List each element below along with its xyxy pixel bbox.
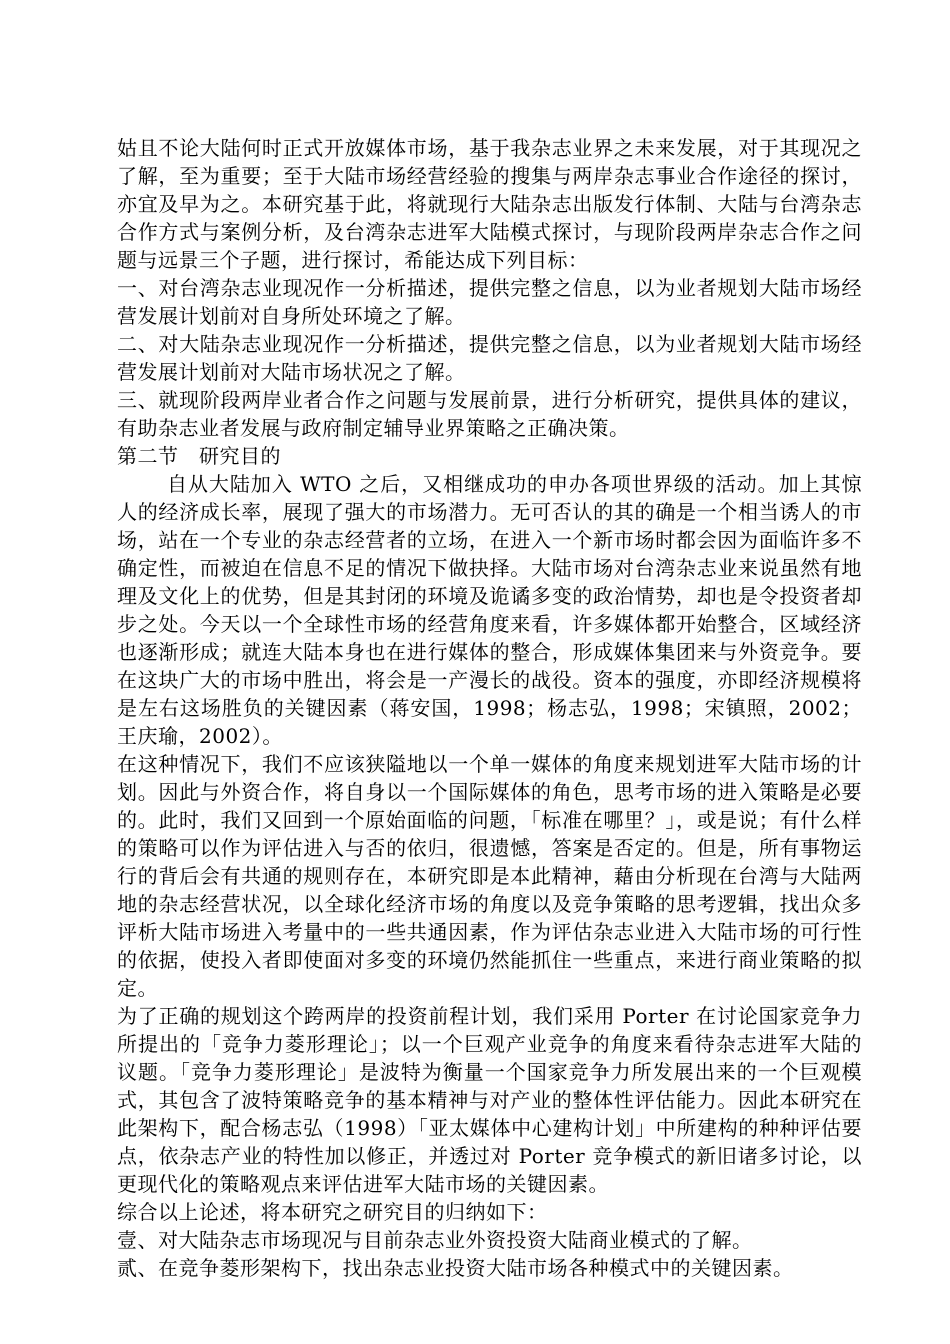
body-paragraph: 自从大陆加入 WTO 之后，又相继成功的申办各项世界级的活动。加上其惊人的经济成长率，展现了强大的市场潜力。无可否认的其的确是一个相当诱人的市场，站在一个专业的杂志经营者的立场，在进入一个新市场时都会因为面临许多不确定性，而被迫在信息不足的情况下做抉择。大陆市场对台湾杂志业来说虽然有地理及文化上的优势，但是其封闭的环境及诡谲多变的政治情势，却也是令投资者却步之处。今天以一个全球性市场的经营角度来看，许多媒体都开始整合，区域经济也逐渐形成；就连大陆本身也在进行媒体的整合，形成媒体集团来与外资竞争。要在这块广大的市场中胜出，将会是一产漫长的战役。资本的强度，亦即经济规模将是左右这场胜负的关键因素（蒋安国，1998；杨志弘，1998；宋镇照，2002；王庆瑜，2002）。 (117, 472, 862, 748)
purpose-item-2: 贰、在竞争菱形架构下，找出杂志业投资大陆市场各种模式中的关键因素。 (117, 1256, 794, 1280)
section-heading: 第二节 研究目的 (117, 444, 281, 468)
body-paragraph: 在这种情况下，我们不应该狭隘地以一个单一媒体的角度来规划进军大陆市场的计划。因此与外资合作，将自身以一个国际媒体的角色，思考市场的进入策略是必要的。此时，我们又回到一个原始面临的问题，「标准在哪里？」，或是说；有什么样的策略可以作为评估进入与否的依归，很遗憾，答案是否定的。但是，所有事物运行的背后会有共通的规则存在，本研究即是本此精神，藉由分析现在台湾与大陆两地的杂志经营状况，以全球化经济市场的角度以及竞争策略的思考逻辑，找出众多评析大陆市场进入考量中的一些共通因素，作为评估杂志业进入大陆市场的可行性的依据，使投入者即使面对多变的环境仍然能抓住一些重点，来进行商业策略的拟定。 (117, 752, 862, 1000)
document-page (117, 134, 862, 1282)
purpose-item-1: 壹、对大陆杂志市场现况与目前杂志业外资投资大陆商业模式的了解。 (117, 1228, 753, 1252)
intro-paragraph: 姑且不论大陆何时正式开放媒体市场，基于我杂志业界之未来发展，对于其现况之了解，至为重要；至于大陆市场经营经验的搜集与两岸杂志事业合作途径的探讨，亦宜及早为之。本研究基于此，将就现行大陆杂志出版发行体制、大陆与台湾杂志合作方式与案例分析，及台湾杂志进军大陆模式探讨，与现阶段两岸杂志合作之问题与远景三个子题，进行探讨，希能达成下列目标： (117, 136, 862, 272)
goal-item-1: 一、对台湾杂志业现况作一分析描述，提供完整之信息，以为业者规划大陆市场经营发展计划前对自身所处环境之了解。 (117, 276, 862, 328)
body-paragraph: 为了正确的规划这个跨两岸的投资前程计划，我们采用 Porter 在讨论国家竞争力所提出的「竞争力菱形理论」；以一个巨观产业竞争的角度来看待杂志进军大陆的议题。「竞争力菱形理论」是波特为衡量一个国家竞争力所发展出来的一个巨观模式，其包含了波特策略竞争的基本精神与对产业的整体性评估能力。因此本研究在此架构下，配合杨志弘（1998）「亚太媒体中心建构计划」中所建构的种种评估要点，依杂志产业的特性加以修正，并透过对 Porter 竞争模式的新旧诸多讨论，以更现代化的策略观点来评估进军大陆市场的关键因素。 (117, 1004, 862, 1196)
goal-item-2: 二、对大陆杂志业现况作一分析描述，提供完整之信息，以为业者规划大陆市场经营发展计划前对大陆市场状况之了解。 (117, 332, 862, 384)
goal-item-3: 三、就现阶段两岸业者合作之问题与发展前景，进行分析研究，提供具体的建议，有助杂志业者发展与政府制定辅导业界策略之正确决策。 (117, 388, 862, 440)
summary-paragraph: 综合以上论述，将本研究之研究目的归纳如下： (117, 1200, 548, 1224)
